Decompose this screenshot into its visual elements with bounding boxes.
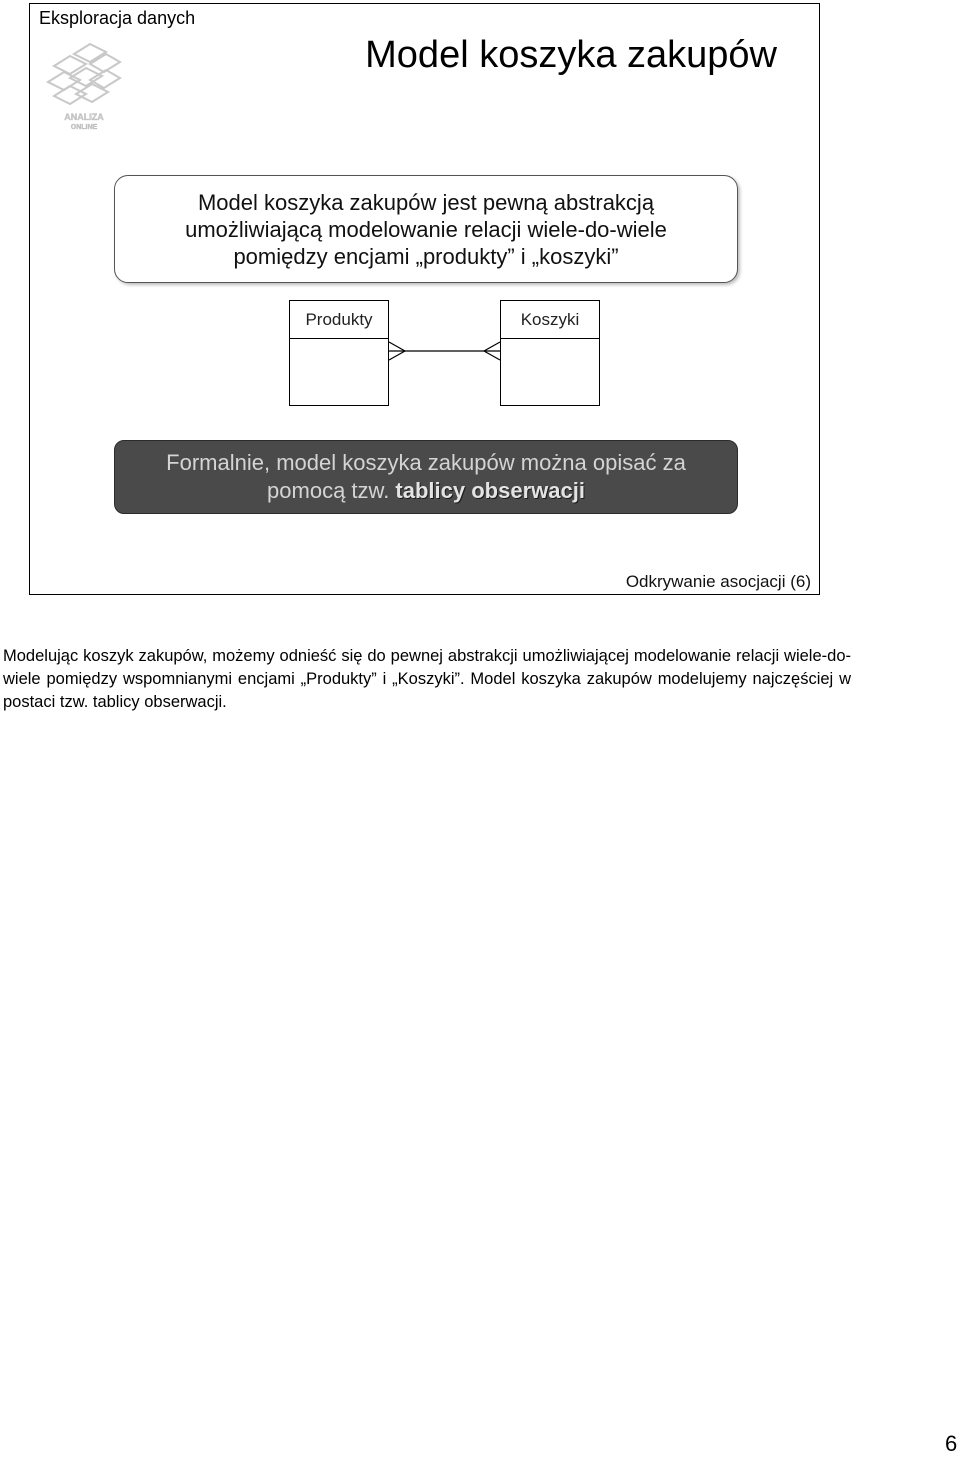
many-to-many-relationship <box>386 340 506 364</box>
logo-icon <box>44 38 124 130</box>
formal-note-line-1: Formalnie, model koszyka zakupów można opisać za <box>166 450 686 475</box>
formal-note-box <box>114 440 738 514</box>
formal-note-line-2 <box>166 477 686 505</box>
entity-koszyki <box>500 300 600 406</box>
slide <box>29 3 820 595</box>
svg-text:ANALIZA: ANALIZA <box>64 112 104 122</box>
formal-note-plain: pomocą tzw. <box>267 478 396 503</box>
formal-note-bold: tablicy obserwacji <box>395 478 585 503</box>
entity-produkty <box>289 300 389 406</box>
entity-produkty-label: Produkty <box>290 301 388 339</box>
definition-box <box>114 175 738 283</box>
notes-paragraph: Modelując koszyk zakupów, możemy odnieść się do pewnej abstrakcji umożliwiającej modelowanie relacji wiele-do-wiele pomiędzy wspomnianymi encjami „Produkty” i „Koszyki”. Model koszyka zakupów modelujemy najczęściej w postaci tzw. tablicy obserwacji. <box>3 647 851 711</box>
definition-line-1: Model koszyka zakupów jest pewną abstrakcją <box>197 189 655 215</box>
course-title: Eksploracja danych <box>39 8 196 28</box>
svg-text:ONLINE: ONLINE <box>70 124 98 130</box>
definition-line-2: umożliwiającą modelowanie relacji wiele-do-wiele <box>185 216 667 242</box>
definition-line-3: pomiędzy encjami „produkty” i „koszyki” <box>233 243 619 269</box>
slide-footer: Odkrywanie asocjacji (6) <box>625 572 811 591</box>
entity-koszyki-label: Koszyki <box>501 301 599 339</box>
slide-title: Model koszyka zakupów <box>365 34 777 76</box>
page-number: 6 <box>945 1431 958 1456</box>
